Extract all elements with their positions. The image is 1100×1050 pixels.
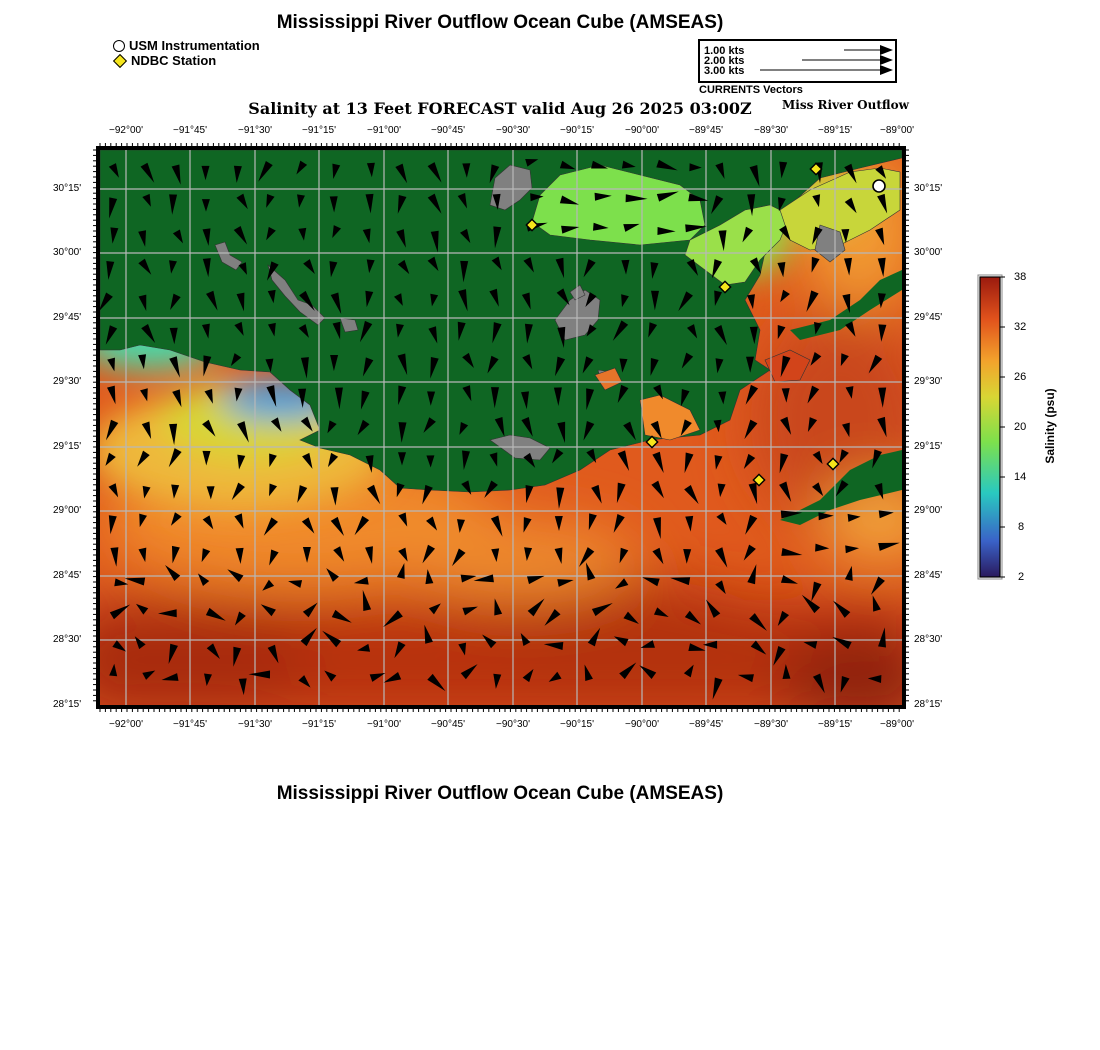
lon-tick-bottom: −90°00' <box>625 719 659 730</box>
lon-tick-top: −91°00' <box>367 125 401 136</box>
lon-tick-bottom: −91°30' <box>238 719 272 730</box>
lon-tick-top: −90°00' <box>625 125 659 136</box>
colorbar-label: 14 <box>1014 471 1027 483</box>
lat-tick-left: 28°15' <box>53 699 82 710</box>
lat-tick-right: 29°45' <box>914 312 943 323</box>
lon-tick-bottom: −92°00' <box>109 719 143 730</box>
lat-tick-right: 28°45' <box>914 570 943 581</box>
lon-tick-bottom: −91°00' <box>367 719 401 730</box>
lat-tick-right: 29°30' <box>914 376 943 387</box>
lon-tick-top: −89°30' <box>754 125 788 136</box>
colorbar-label: 20 <box>1014 421 1027 433</box>
lon-tick-bottom: −91°45' <box>173 719 207 730</box>
lat-tick-left: 28°45' <box>53 570 82 581</box>
lat-tick-right: 30°15' <box>914 183 943 194</box>
lon-tick-bottom: −90°45' <box>431 719 465 730</box>
lat-tick-right: 29°15' <box>914 441 943 452</box>
legend-ndbc-label: NDBC Station <box>131 53 217 68</box>
lat-tick-left: 29°15' <box>53 441 82 452</box>
lon-tick-bottom: −90°15' <box>560 719 594 730</box>
vector-caption: CURRENTS Vectors <box>699 84 803 96</box>
lat-tick-left: 29°45' <box>53 312 82 323</box>
lon-tick-top: −89°15' <box>818 125 852 136</box>
lon-tick-bottom: −89°45' <box>689 719 723 730</box>
legend-usm-label: USM Instrumentation <box>129 38 260 53</box>
map-subtitle: Salinity at 13 Feet FORECAST valid Aug 26 2025 03:00Z <box>248 99 752 118</box>
lon-tick-top: −91°45' <box>173 125 207 136</box>
main-title: Mississippi River Outflow Ocean Cube (AMSEAS) <box>276 12 724 33</box>
lon-tick-top: −89°00' <box>880 125 914 136</box>
lon-tick-bottom: −89°30' <box>754 719 788 730</box>
lat-tick-left: 30°00' <box>53 247 82 258</box>
lon-tick-top: −91°15' <box>302 125 336 136</box>
lat-tick-right: 28°15' <box>914 699 943 710</box>
lon-tick-bottom: −89°00' <box>880 719 914 730</box>
lat-tick-left: 29°00' <box>53 505 82 516</box>
vector-label-2: 2.00 kts <box>704 55 745 67</box>
lat-tick-right: 29°00' <box>914 505 943 516</box>
colorbar-title: Salinity (psu) <box>1043 388 1057 464</box>
lon-tick-top: −92°00' <box>109 125 143 136</box>
outflow-label: Miss River Outflow <box>782 98 909 112</box>
lat-tick-right: 30°00' <box>914 247 943 258</box>
lon-tick-top: −91°30' <box>238 125 272 136</box>
lon-tick-top: −90°45' <box>431 125 465 136</box>
colorbar-label: 2 <box>1018 571 1025 583</box>
colorbar-label: 8 <box>1018 521 1025 533</box>
main-title-repeat: Mississippi River Outflow Ocean Cube (AMSEAS) <box>276 783 724 804</box>
lon-tick-bottom: −91°15' <box>302 719 336 730</box>
vector-label-3: 3.00 kts <box>704 65 745 77</box>
vector-label-1: 1.00 kts <box>704 45 745 57</box>
colorbar-label: 32 <box>1014 321 1027 333</box>
lon-tick-top: −90°30' <box>496 125 530 136</box>
lon-tick-bottom: −89°15' <box>818 719 852 730</box>
colorbar <box>975 272 1015 584</box>
lon-tick-bottom: −90°30' <box>496 719 530 730</box>
lat-tick-left: 28°30' <box>53 634 82 645</box>
lon-tick-top: −90°15' <box>560 125 594 136</box>
lon-tick-top: −89°45' <box>689 125 723 136</box>
lat-tick-left: 29°30' <box>53 376 82 387</box>
usm-station-marker <box>873 180 885 192</box>
lat-tick-left: 30°15' <box>53 183 82 194</box>
lat-tick-right: 28°30' <box>914 634 943 645</box>
colorbar-label: 38 <box>1014 271 1027 283</box>
colorbar-label: 26 <box>1014 371 1027 383</box>
